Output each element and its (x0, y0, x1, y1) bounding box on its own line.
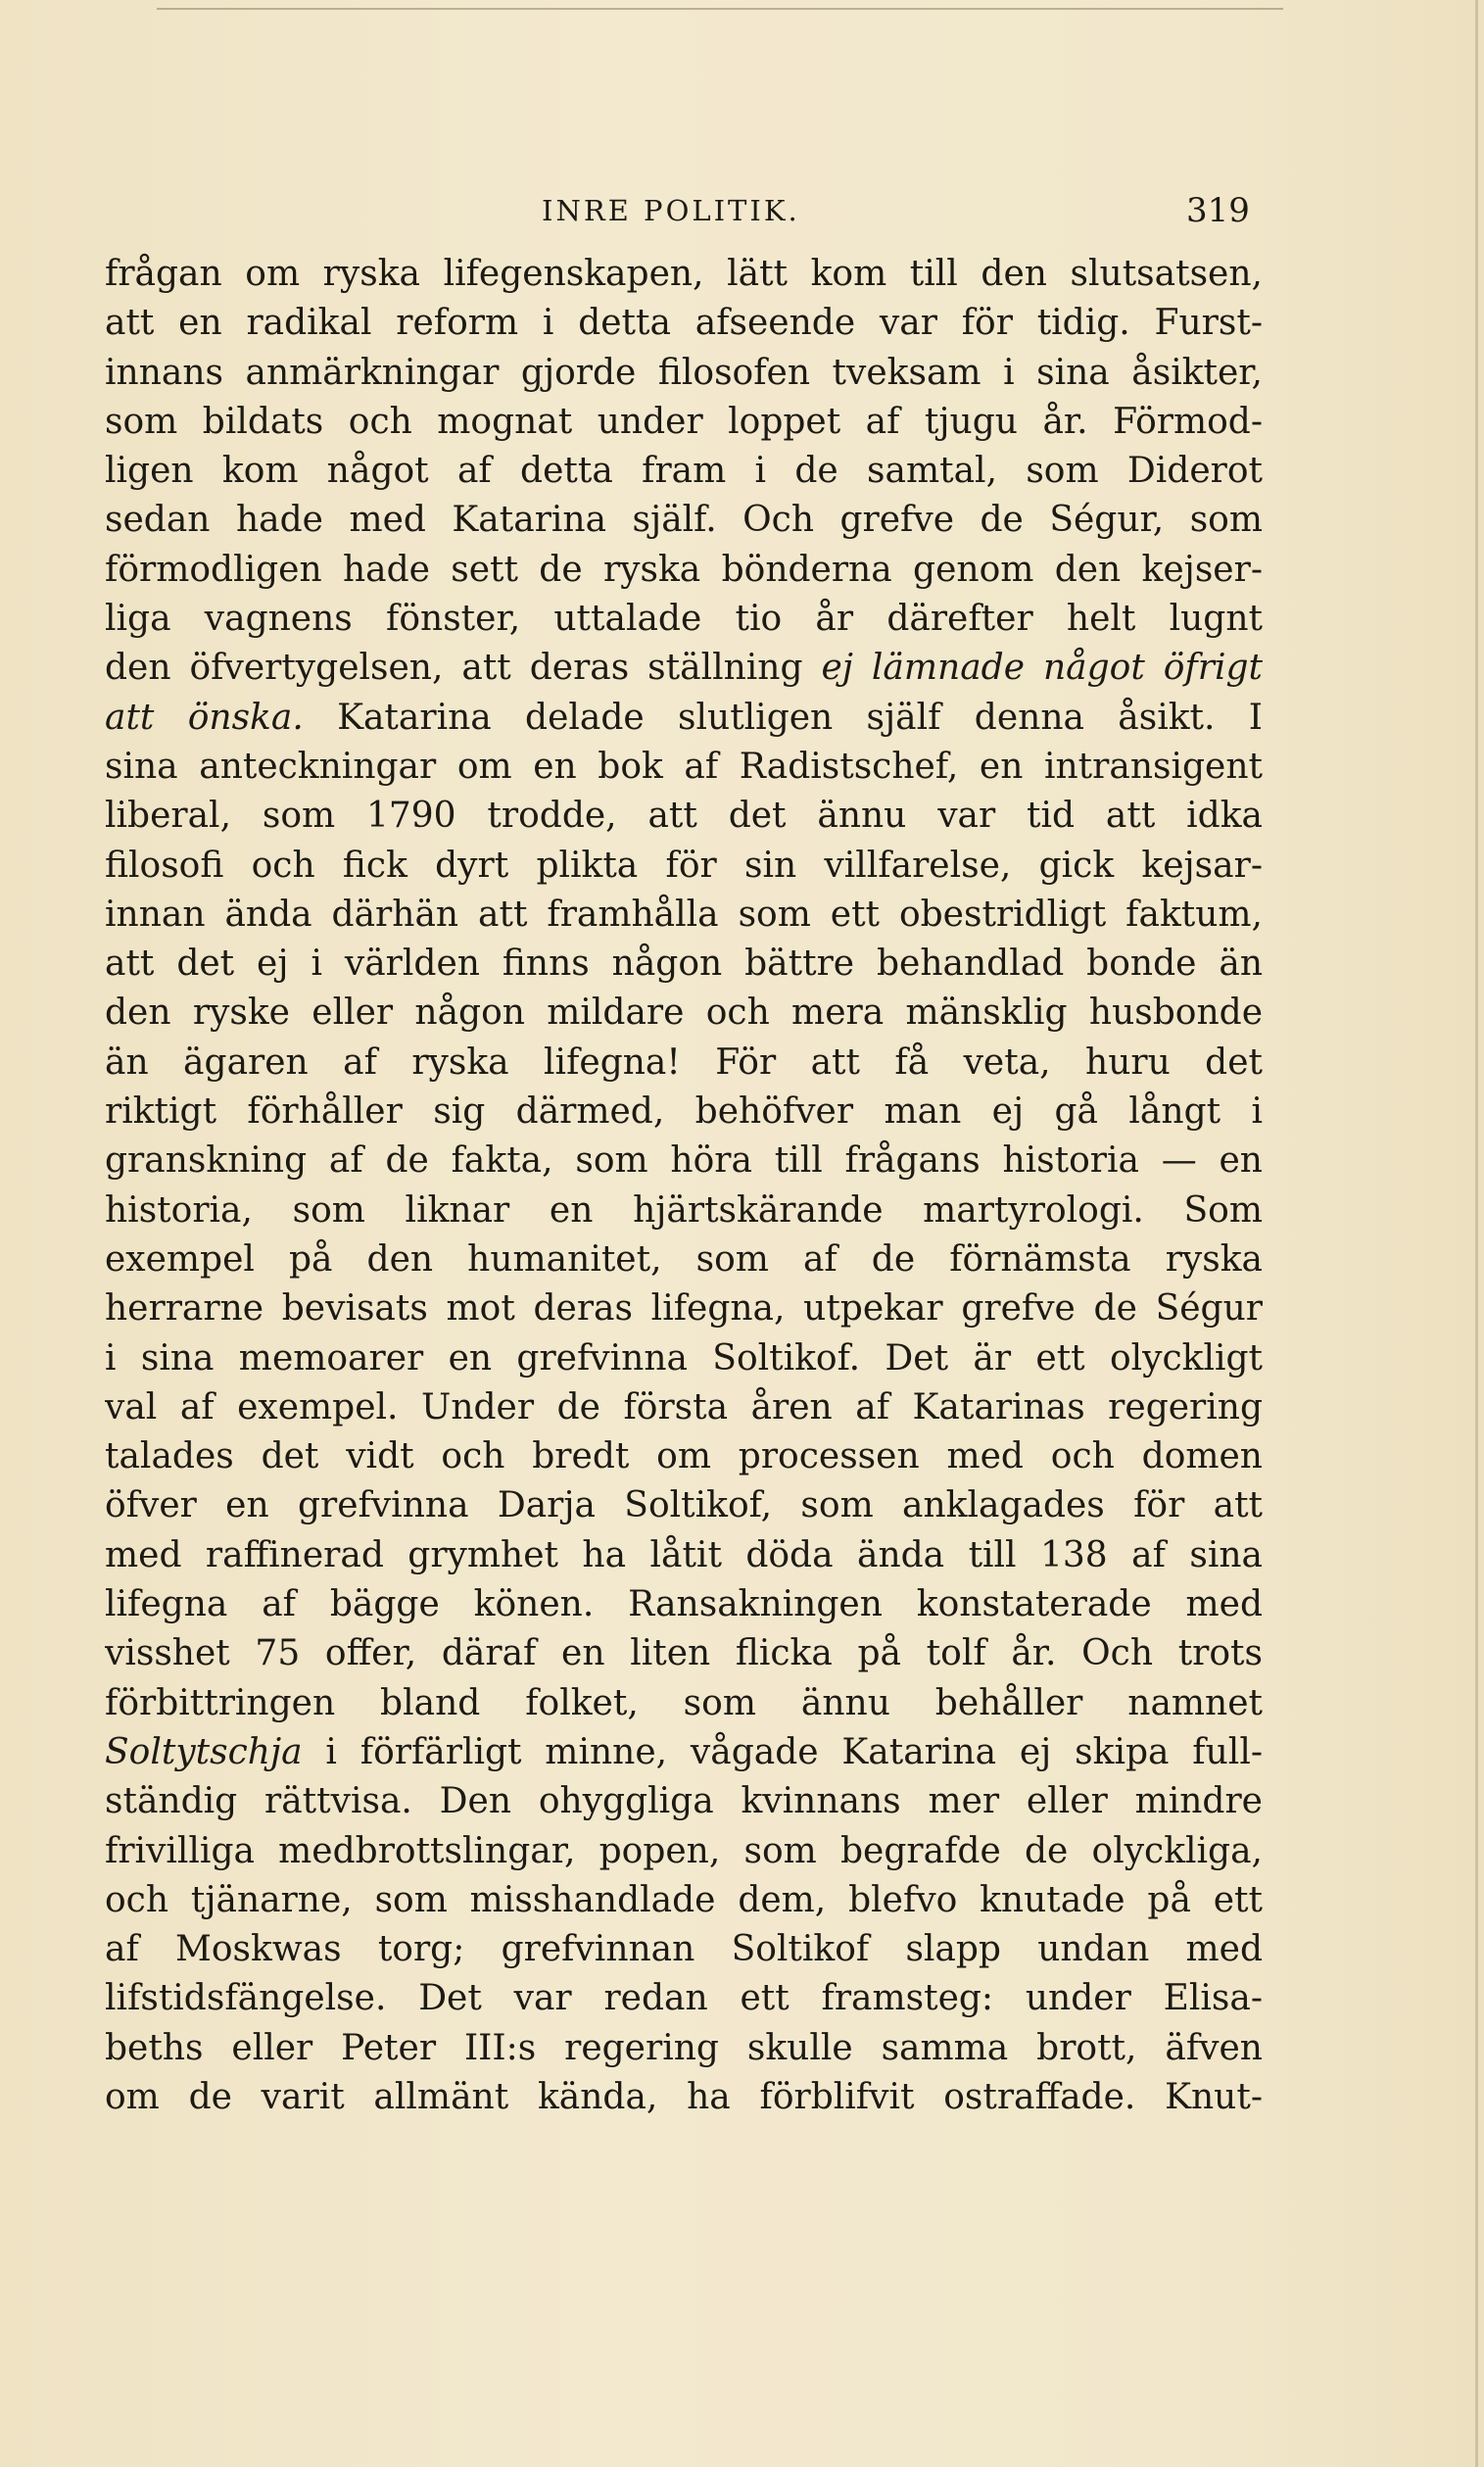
text-line: Soltytschja i förfärligt minne, vågade Katarina ej skipa full- (105, 1731, 1263, 1772)
text-line: frågan om ryska lifegenskapen, lätt kom till den slutsatsen, (105, 254, 1263, 294)
body-text (105, 250, 1263, 2122)
text-line: att önska. Katarina delade slutligen själf denna åsikt. I (105, 697, 1263, 738)
text-line: som bildats och mognat under loppet af tjugu år. Förmod- (105, 401, 1263, 442)
text-line: sina anteckningar om en bok af Radistschef, en intransigent (105, 746, 1263, 787)
italic-phrase: ej lämnade något öfrigt (821, 648, 1263, 689)
text-line: innans anmärkningar gjorde filosofen tveksam i sina åsikter, (105, 352, 1263, 393)
text-line: exempel på den humanitet, som af de förnämsta ryska (105, 1238, 1263, 1280)
text-line: val af exempel. Under de första åren af Katarinas regering (105, 1386, 1263, 1427)
text-line: talades det vidt och bredt om processen med och domen (105, 1436, 1263, 1477)
text-line: filosofi och fick dyrt plikta för sin villfarelse, gick kejsar- (105, 845, 1263, 886)
page-number: 319 (1186, 191, 1250, 230)
page-right-edge (1475, 0, 1478, 2467)
text-line: ligen kom något af detta fram i de samtal, som Diderot (105, 451, 1263, 492)
page-header (0, 186, 1484, 235)
italic-phrase: Soltytschja (105, 1731, 303, 1772)
text-line: granskning af de fakta, som höra till frågans historia — en (105, 1140, 1263, 1182)
text-line: förmodligen hade sett de ryska bönderna genom den kejser- (105, 549, 1263, 590)
text-line: sedan hade med Katarina själf. Och grefve de Ségur, som (105, 500, 1263, 541)
text-line: den ryske eller någon mildare och mera mänsklig husbonde (105, 992, 1263, 1034)
text-line: öfver en grefvinna Darja Soltikof, som anklagades för att (105, 1485, 1263, 1526)
text-line: i sina memoarer en grefvinna Soltikof. Det är ett olyckligt (105, 1337, 1263, 1379)
text-line: frivilliga medbrottslingar, popen, som begrafde de olyckliga, (105, 1830, 1263, 1871)
text-line: visshet 75 offer, däraf en liten flicka på tolf år. Och trots (105, 1633, 1263, 1674)
text-line: riktigt förhåller sig därmed, behöfver man ej gå långt i (105, 1091, 1263, 1133)
text-line: med raffinerad grymhet ha låtit döda ända till 138 af sina (105, 1534, 1263, 1575)
text-line: och tjänarne, som misshandlade dem, blefvo knutade på ett (105, 1879, 1263, 1920)
text-line: beths eller Peter III:s regering skulle samma brott, äfven (105, 2027, 1263, 2068)
text-line: att det ej i världen finns någon bättre behandlad bonde än (105, 943, 1263, 985)
text-line: af Moskwas torg; grefvinnan Soltikof slapp undan med (105, 1929, 1263, 1970)
text-line: förbittringen bland folket, som ännu behåller namnet (105, 1682, 1263, 1723)
text-line: lifstidsfängelse. Det var redan ett framsteg: under Elisa- (105, 1978, 1263, 2019)
text-line: ständig rättvisa. Den ohyggliga kvinnans mer eller mindre (105, 1781, 1263, 1822)
italic-phrase: att önska. (105, 697, 304, 738)
text-line: herrarne bevisats mot deras lifegna, utpekar grefve de Ségur (105, 1288, 1263, 1330)
text-line: än ägaren af ryska lifegna! För att få veta, huru det (105, 1041, 1263, 1083)
text-line: om de varit allmänt kända, ha förblifvit ostraffade. Knut- (105, 2076, 1263, 2117)
text-line: lifegna af bägge könen. Ransakningen konstaterade med (105, 1584, 1263, 1625)
text-line: historia, som liknar en hjärtskärande martyrologi. Som (105, 1189, 1263, 1231)
text-line: den öfvertygelsen, att deras ställning ej lämnade något öfrigt (105, 648, 1263, 689)
running-head: INRE POLITIK. (542, 194, 800, 227)
text-line: innan ända därhän att framhålla som ett obestridligt faktum, (105, 894, 1263, 935)
text-line: liga vagnens fönster, uttalade tio år därefter helt lugnt (105, 599, 1263, 640)
text-line: att en radikal reform i detta afseende var för tidig. Furst- (105, 303, 1263, 344)
text-line: liberal, som 1790 trodde, att det ännu var tid att idka (105, 796, 1263, 837)
page-top-edge (157, 8, 1283, 10)
